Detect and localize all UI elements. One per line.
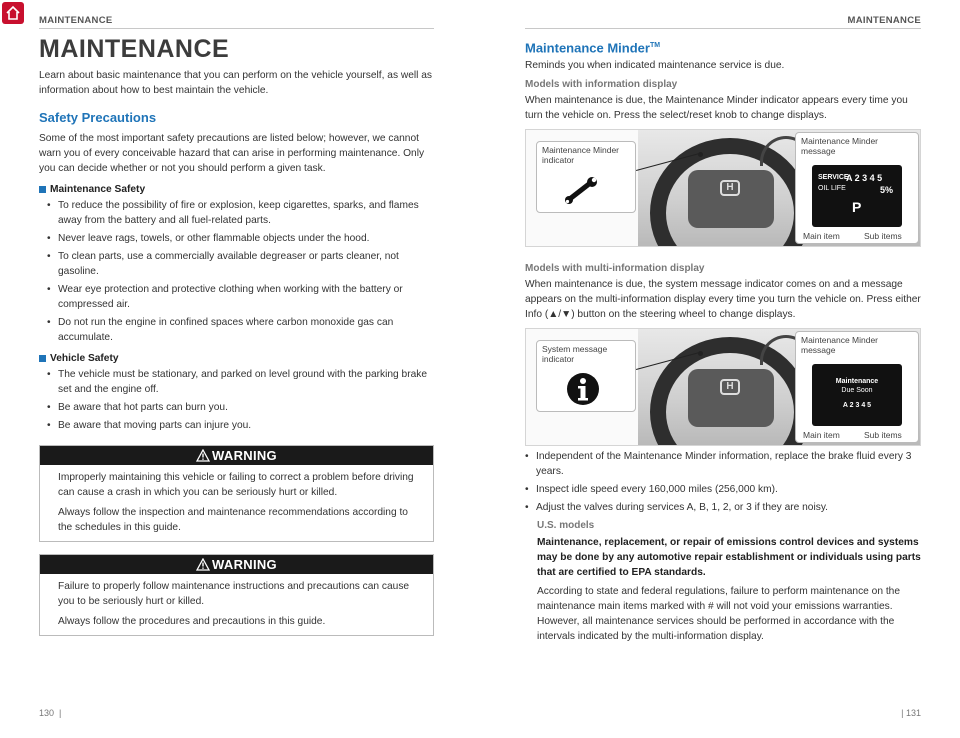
list-item: • Independent of the Maintenance Minder information, replace the brake fluid every 3 years. bbox=[525, 449, 921, 479]
callout-maintenance-minder-message: Maintenance Minder message bbox=[795, 331, 919, 443]
header-rule-left bbox=[39, 28, 434, 29]
warning-header bbox=[40, 446, 433, 465]
list-item: • Be aware that hot parts can burn you. bbox=[47, 400, 434, 415]
multi-display-text: When maintenance is due, the system message indicator comes on and a message appears on the multi-information display every time you turn the vehicle on. Press either Info (▲/▼) button on the steering wheel to change displays. bbox=[525, 279, 921, 321]
maintenance-safety-list bbox=[47, 198, 434, 345]
vehicle-safety-heading bbox=[39, 353, 434, 364]
maintenance-minder-title: Maintenance Minder™ bbox=[525, 40, 661, 56]
sub-items-label: Sub items bbox=[864, 430, 902, 441]
warning-triangle-icon bbox=[196, 449, 210, 462]
list-item: • Wear eye protection and protective clothing when working with the battery or compressed air. bbox=[47, 282, 434, 312]
warning-header bbox=[40, 555, 433, 574]
warning-text: Always follow the inspection and maintenance recommendations according to the schedules in this guide. bbox=[58, 507, 408, 533]
square-bullet-icon bbox=[39, 186, 46, 193]
list-item: • The vehicle must be stationary, and parked on level ground with the parking brake set and the engine off. bbox=[47, 367, 434, 397]
main-item-label: Main item bbox=[803, 231, 840, 242]
warning-box bbox=[39, 554, 434, 636]
running-head-right: MAINTENANCE bbox=[847, 15, 921, 26]
warning-box bbox=[39, 445, 434, 542]
square-bullet-icon bbox=[39, 355, 46, 362]
page-number-left: 130 | bbox=[39, 708, 62, 718]
safety-text: Some of the most important safety precautions are listed below; however, we cannot warn you of every conceivable hazard that can arise in performing maintenance. Only you can decide whether or not you should perform a given task. bbox=[39, 133, 425, 174]
intro-text: Learn about basic maintenance that you can perform on the vehicle yourself, as well as information about how to best maintain the vehicle. bbox=[39, 70, 433, 96]
running-head-left: MAINTENANCE bbox=[39, 15, 113, 26]
warning-text: Improperly maintaining this vehicle or failing to correct a problem before driving can cause a crash in which you can be seriously hurt or killed. bbox=[58, 472, 414, 498]
us-models-label: U.S. models bbox=[537, 520, 595, 532]
vehicle-safety-label: Vehicle Safety bbox=[50, 353, 119, 364]
info-display-text: When maintenance is due, the Maintenance Minder indicator appears every time you turn the vehicle on. Press the select/reset knob to change displays. bbox=[525, 95, 908, 122]
wrench-icon bbox=[565, 176, 599, 204]
warning-triangle-icon bbox=[196, 558, 210, 571]
header-rule-right bbox=[525, 28, 921, 29]
maintenance-safety-heading bbox=[39, 184, 434, 195]
us-models-block bbox=[537, 520, 921, 644]
warning-text: Failure to properly follow maintenance instructions and precautions can cause you to be seriously hurt or killed. bbox=[58, 581, 410, 607]
info-icon bbox=[565, 371, 601, 407]
main-item-label: Main item bbox=[803, 430, 840, 441]
info-display-screen: SERVICE OIL LIFE A 2 3 4 5 5% P bbox=[812, 165, 902, 227]
callout-system-message-indicator: System message indicator bbox=[536, 340, 636, 412]
warning-text: Always follow the procedures and precautions in this guide. bbox=[58, 616, 326, 627]
multi-info-display-screen: Maintenance Due Soon A 2 3 4 5 bbox=[812, 364, 902, 426]
warning-label: WARNING bbox=[212, 448, 277, 463]
info-display-figure bbox=[525, 129, 921, 247]
maintenance-safety-label: Maintenance Safety bbox=[50, 184, 146, 195]
list-item: • Adjust the valves during services A, B, 1, 2, or 3 if they are noisy. bbox=[525, 500, 921, 515]
left-page bbox=[39, 34, 434, 636]
vehicle-safety-list bbox=[47, 367, 434, 433]
list-item: • Inspect idle speed every 160,000 miles (256,000 km). bbox=[525, 482, 921, 497]
list-item: • Never leave rags, towels, or other flammable objects under the hood. bbox=[47, 231, 434, 246]
honda-logo-icon: H bbox=[720, 180, 740, 196]
maintenance-minder-subtitle: Reminds you when indicated maintenance service is due. bbox=[525, 60, 785, 72]
list-item: • To reduce the possibility of fire or explosion, keep cigarettes, sparks, and flames away from the battery and all fuel-related parts. bbox=[47, 198, 434, 228]
page-title: MAINTENANCE bbox=[39, 35, 230, 63]
list-item: • To clean parts, use a commercially available degreaser or parts cleaner, not gasoline. bbox=[47, 249, 434, 279]
callout-maintenance-minder-message: Maintenance Minder message bbox=[795, 132, 919, 244]
list-item: • Be aware that moving parts can injure you. bbox=[47, 418, 434, 433]
list-item: • Do not run the engine in confined spaces where carbon monoxide gas can accumulate. bbox=[47, 315, 434, 345]
warning-label: WARNING bbox=[212, 557, 277, 572]
steering-hub bbox=[688, 170, 774, 228]
right-page bbox=[525, 36, 921, 644]
info-display-heading: Models with information display bbox=[525, 79, 678, 91]
honda-logo-icon: H bbox=[720, 379, 740, 395]
sub-items-label: Sub items bbox=[864, 231, 902, 242]
us-models-text: According to state and federal regulations, failure to perform maintenance on the maintenance main items marked with # will not void your emissions warranties. However, all maintenance services should be performed in accordance with the intervals indicated by the multi-information display. bbox=[537, 586, 901, 643]
multi-display-figure bbox=[525, 328, 921, 446]
callout-maintenance-minder-indicator: Maintenance Minder indicator bbox=[536, 141, 636, 213]
steering-hub bbox=[688, 369, 774, 427]
page-number-right: | 131 bbox=[901, 708, 921, 718]
multi-display-heading: Models with multi-information display bbox=[525, 263, 705, 275]
home-icon[interactable] bbox=[2, 2, 24, 24]
safety-heading: Safety Precautions bbox=[39, 110, 157, 125]
maintenance-notes-list bbox=[525, 449, 921, 515]
us-models-bold-text: Maintenance, replacement, or repair of emissions control devices and systems may be done by any automotive repair establishment or individuals using parts that are certified to EPA standards. bbox=[537, 537, 921, 579]
